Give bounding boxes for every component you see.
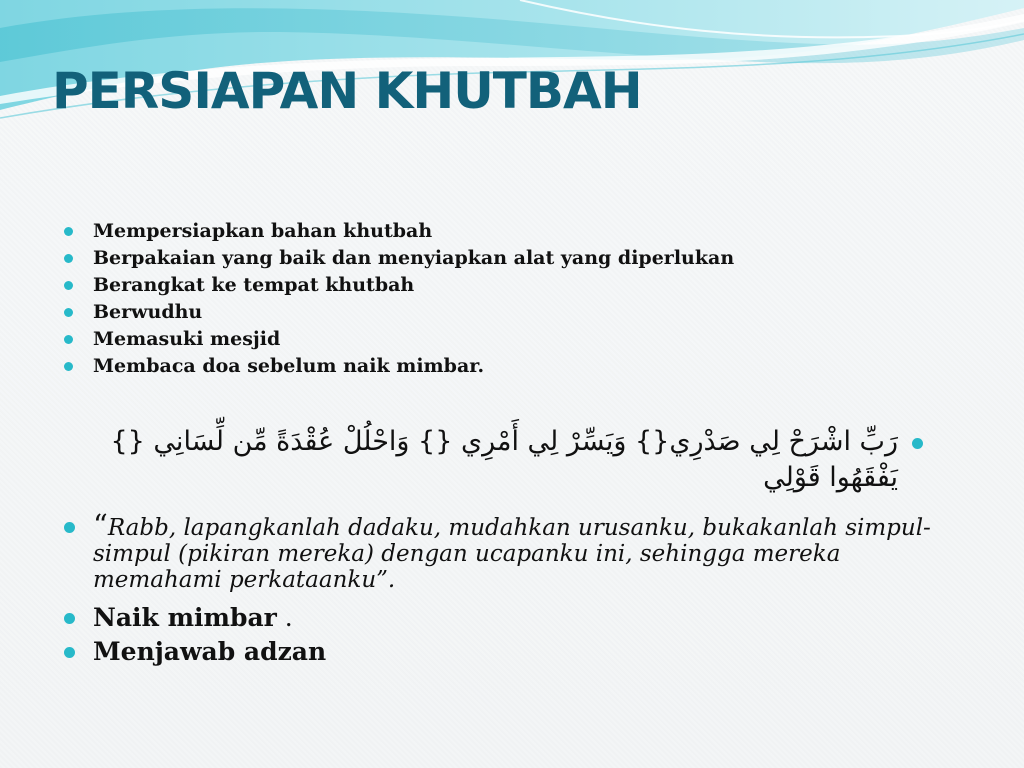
list-item-tail: . <box>276 603 293 632</box>
list-item <box>60 635 970 669</box>
arabic-prayer-text: رَبِّ اشْرَحْ لِي صَدْرِي{} وَيَسِّرْ لِي أَمْرِي {} وَاحْلُلْ عُقْدَةً مِّن لِّسَانِي {} يَفْقَهُوا قَوْلِي <box>110 426 898 493</box>
list-item-text: Menjawab adzan <box>93 637 327 666</box>
list-item <box>60 299 734 326</box>
list-item-text: Memasuki mesjid <box>93 328 281 350</box>
bullet-icon <box>64 522 75 533</box>
bullet-icon <box>912 438 923 449</box>
bullet-icon <box>64 227 73 236</box>
open-quote: “ <box>93 508 108 542</box>
bullet-icon <box>64 281 73 290</box>
list-item <box>60 245 734 272</box>
bullet-icon <box>64 308 73 317</box>
bullet-icon <box>64 613 75 624</box>
list-item-text: Mempersiapkan bahan khutbah <box>93 220 433 242</box>
closing-list <box>60 508 970 669</box>
list-item-text: Naik mimbar <box>93 603 277 632</box>
translation-text: Rabb, lapangkanlah dadaku, mudahkan urusanku, bukakanlah simpul-simpul (pikiran mereka) dengan ucapanku ini, sehingga mereka memahami perkataanku”. <box>93 515 931 593</box>
list-item-text: Membaca doa sebelum naik mimbar. <box>93 355 485 377</box>
list-item <box>60 218 734 245</box>
slide-title: PERSIAPAN KHUTBAH <box>52 62 642 120</box>
bullet-icon <box>64 647 75 658</box>
list-item <box>60 326 734 353</box>
bullet-icon <box>64 254 73 263</box>
list-item-text: Berangkat ke tempat khutbah <box>93 274 415 296</box>
list-item <box>60 353 734 380</box>
bullet-icon <box>64 335 73 344</box>
list-item <box>60 272 734 299</box>
list-item-text: Berpakaian yang baik dan menyiapkan alat yang diperlukan <box>93 247 735 269</box>
bullet-icon <box>64 362 73 371</box>
preparation-list <box>60 218 734 380</box>
list-item-text: Berwudhu <box>93 301 203 323</box>
arabic-prayer <box>60 424 898 496</box>
list-item <box>60 601 970 635</box>
prayer-translation <box>60 508 970 593</box>
